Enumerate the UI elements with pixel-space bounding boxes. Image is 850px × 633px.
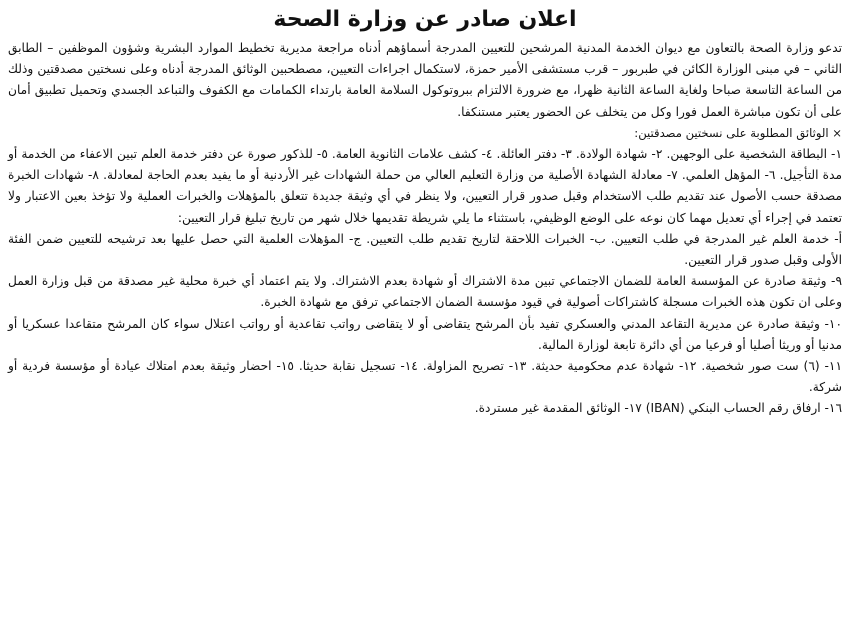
intro-paragraph: تدعو وزارة الصحة بالتعاون مع ديوان الخدمة المدنية المرشحين للتعيين المدرجة أسماؤهم أدناه مراجعة مديرية تخطيط الموارد البشرية وشؤون الموظفين – الطابق الثاني – في مبنى الوزارة الكائن في طبربور – قرب مستشفى الأمير حمزة، لاستكمال اجراءات التعيين، مصطحبين الوثائق المدرجة أدناه وعلى نسختين مصدقتين وذلك من الساعة التاسعة صباحا ولغاية الساعة الثانية ظهرا، مع ضرورة الالتزام ببروتوكول السلامة العامة بارتداء الكمامات مع الكفوف والتباعد الجسدي وتحميل تطبيق أمان على أن تكون مباشرة العمل فورا وكل من يتخلف عن الحضور يعتبر مستنكفا. bbox=[8, 41, 842, 119]
required-documents-header: × الوثائق المطلوبة على نسختين مصدقتين: bbox=[634, 125, 842, 140]
documents-items-11-15: ١١- (٦) ست صور شخصية. ١٢- شهادة عدم محكومية حديثة. ١٣- تصريح المزاولة. ١٤- تسجيل نقابة حديثا. ١٥- احضار وثيقة بعدم امتلاك عيادة أو مؤسسة فردية أو شركة. bbox=[8, 359, 843, 395]
document-item-9: ٩- وثيقة صادرة عن المؤسسة العامة للضمان الاجتماعي تبين مدة الاشتراك أو شهادة بعدم الاشتراك. ولا يتم اعتماد أي خبرة محلية غير مصدقة من قبل وزارة العمل وعلى ان تكون هذه الخبرات مسجلة كاشتراكات أصولية في قيود مؤسسة الضمان الاجتماعي ترفق مع شهادة الخبرة. bbox=[8, 274, 842, 310]
notice-title: اعلان صادر عن وزارة الصحة bbox=[273, 7, 577, 32]
exceptions-paragraph: أ- خدمة العلم غير المدرجة في طلب التعيين. ب- الخبرات اللاحقة لتاريخ تقديم طلب التعيين. ج- المؤهلات العلمية التي حصل عليها بعد ترشيحه للتعيين ضمن الفئة الأولى وقبل صدور قرار التعيين. bbox=[8, 231, 842, 268]
documents-items-16-17: ١٦- ارفاق رقم الحساب البنكي (IBAN) ١٧- الوثائق المقدمة غير مستردة. bbox=[474, 401, 842, 416]
notice-body bbox=[8, 38, 842, 420]
document-item-10: ١٠- وثيقة صادرة عن مديرية التقاعد المدني والعسكري تفيد بأن المرشح يتقاضى أو لا يتقاضى رواتب تقاعدية أو رواتب اعتلال سواء كان المرشح متقاعدا عسكريا أو مدنيا أو وريثا أصليا أو فرعيا من أي دائرة تابعة لوزارة المالية. bbox=[8, 316, 842, 352]
documents-items-1-8: ١- البطاقة الشخصية على الوجهين. ٢- شهادة الولادة. ٣- دفتر العائلة. ٤- كشف علامات الثانوية العامة. ٥- للذكور صورة عن دفتر خدمة العلم تبين الاعفاء من الخدمة أو مدة التأجيل. ٦- المؤهل العلمي. ٧- معادلة الشهادة الأصلية من وزارة التعليم العالي من حملة الشهادات غير الأردنية أو ما يفيد بعدم الحاجة لمعادلة. ٨- شهادات الخبرة مصدقة حسب الأصول عند تقديم طلب الاستخدام وقبل صدور قرار التعيين، ولا ينظر في أي وثيقة جديدة تتعلق بالمؤهلات والخبرات العملية ولا تؤخذ بعين الاعتبار ولا تعتمد في إجراء أي تعديل مهما كان نوعه على الوضع الوظيفي، باستثناء ما يلي شريطة تقديمها خلال شهر من تاريخ تبليغ قرار التعيين: bbox=[8, 147, 842, 225]
